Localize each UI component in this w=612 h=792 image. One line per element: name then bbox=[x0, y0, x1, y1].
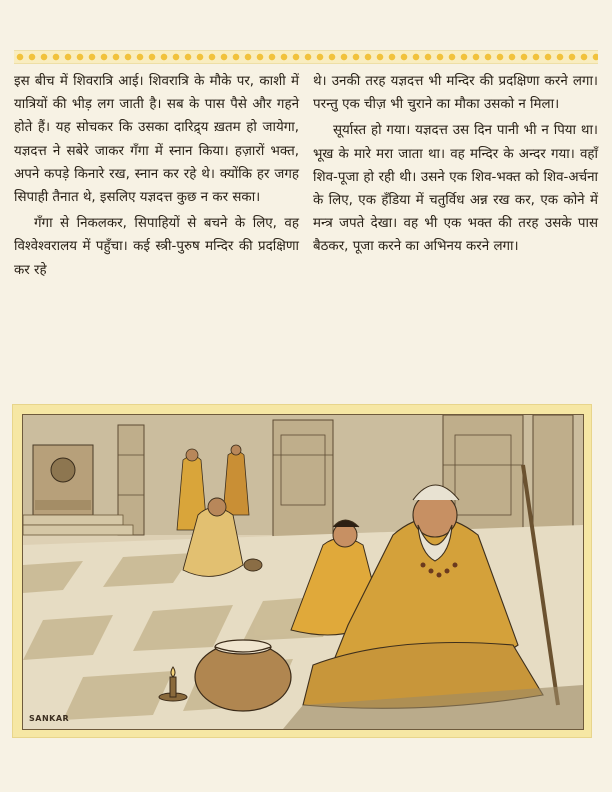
right-paragraph-1: थे। उनकी तरह यज्ञदत्त भी मन्दिर की प्रदक्षिणा करने लगा। परन्तु एक चीज़ भी चुराने का मौका उसको न मिला। bbox=[313, 74, 598, 113]
text-columns bbox=[14, 70, 598, 390]
temple-illustration bbox=[22, 414, 584, 730]
right-paragraph-2: सूर्यास्त हो गया। यज्ञदत्त उस दिन पानी भी न पिया था। भूख के मारे मरा जाता था। वह मन्दिर के अन्दर गया। वहाँ शिव-पूजा हो रही थी। उसने एक शिव-भक्त को शिव-अर्चना के लिए, एक हँडिया में चतुर्विध अन्न रख कर, एक कोने में मन्त्र जपते देखा। वह भी एक भक्त की तरह उसके पास बैठकर, पूजा करने का अभिनय करने लगा। bbox=[313, 123, 598, 255]
left-column bbox=[14, 70, 299, 390]
illustration-frame bbox=[12, 404, 592, 738]
left-paragraph-2: गँगा से निकलकर, सिपाहियों से बचने के लिए, वह विश्वेश्वरालय में पहुँचा। कई स्त्री-पुरुष मन्दिर की प्रदक्षिणा कर रहे bbox=[14, 216, 299, 278]
right-column bbox=[313, 70, 598, 390]
artist-signature: SANKAR bbox=[29, 714, 70, 723]
decorative-top-border bbox=[14, 50, 598, 64]
left-paragraph-1: इस बीच में शिवरात्रि आई। शिवरात्रि के मौके पर, काशी में यात्रियों की भीड़ लग जाती है। सब के पास पैसे और गहने होते हैं। यह सोचकर कि उसका दारिद्र्य ख़तम हो जायेगा, यज्ञदत्त ने सबेरे जाकर गँगा में स्नान किया। हज़ारों भक्त, अपने कपड़े किनारे रख, स्नान कर रहे थे। क्योंकि हर जगह सिपाही तैनात थे, इसलिए यज्ञदत्त कुछ न कर सका। bbox=[14, 74, 299, 206]
